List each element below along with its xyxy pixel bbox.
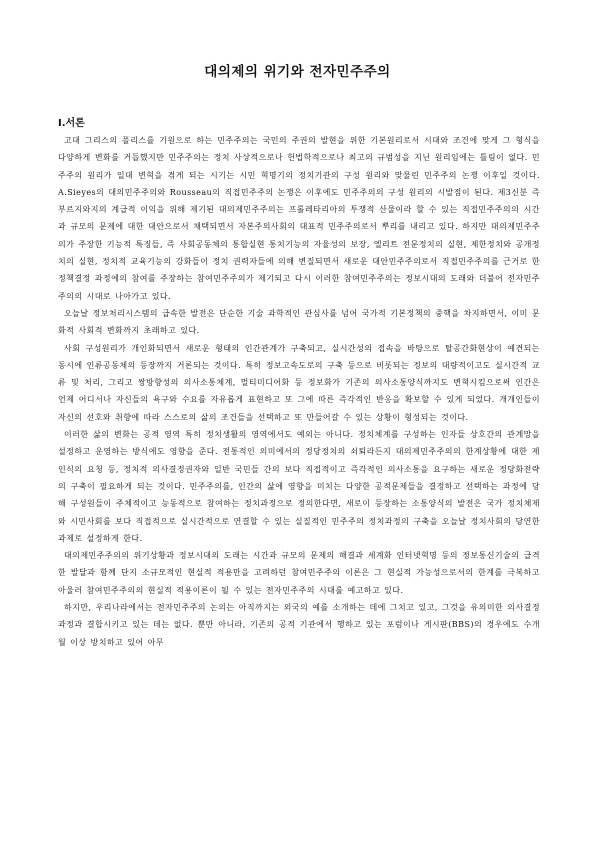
body-paragraph: 하지만, 우리나라에서는 전자민주주의 논의는 아직까지는 외국의 예를 소개하는 데에 그치고 있고, 그것을 유의미한 의사결정과정과 결합시키고 있는 데는 없다. 뿐만 아니라, 기존의 공적 기관에서 행하고 있는 포럼이나 게시판(BBS)의 경우에도 수개월 이상 방치하고 있어 아무 <box>58 603 540 647</box>
document-body <box>58 132 540 651</box>
body-paragraph: 이러한 삶의 변화는 공적 영역 특히 정치생활의 영역에서도 예외는 아니다. 정치체계를 구성하는 인자들 상호간의 관계망을 설정하고 운영하는 방식에도 영향을 준다. 전통적인 의미에서의 정당정치의 쇠퇴라든지 대의제민주주의의 한계상황에 대한 제인식의 요청 등, 정치적 의사결정권자와 일반 국민들 간의 보다 직접적이고 즉각적인 의사소통을 요구하는 새로운 정당화전략의 구축이 필요하게 되는 것이다. 민주주의를, 인간의 삶에 영향을 미치는 다양한 공적문제들을 결정하고 선택하는 과정에 당해 구성원들이 주체적이고 능동적으로 참여하는 정치과정으로 정의한다면, 새로이 등장하는 소통양식의 발전은 국가 정치체제와 시민사회를 보다 직접적으로 실시간적으로 연결할 수 있는 실질적인 민주주의 정치과정의 구축을 오늘날 정치사회의 당연한 과제로 설정하게 한다. <box>58 430 540 543</box>
body-paragraph: 사회 구성원리가 개인화되면서 새로운 형태의 인간관계가 구축되고, 실시간성의 접속을 바탕으로 탈공간화현상이 예견되는 동시에 인류공동체의 등장까지 거론되는 것이다. 특히 정보고속도로의 구축 등으로 비롯되는 정보의 대량적이고도 실시간적 교류 및 처리, 그리고 쌍방향성의 의사소통체계, 멀티미디어화 등 정보화가 기존의 의사소통양식까지도 변혁시킴으로써 인간은 언제 어디서나 자신들의 욕구와 수요를 자유롭게 표현하고 또 그에 따른 즉각적인 반응을 확보할 수 있게 되었다. 개개인들이 자신의 선호와 취향에 따라 스스로의 삶의 조건들을 선택하고 또 만들어갈 수 있는 상황이 형성되는 것이다. <box>58 343 540 422</box>
body-paragraph: 고대 그리스의 폴리스를 기원으로 하는 민주주의는 국민의 주권의 발현을 위한 기본원리로서 시대와 조건에 맞게 그 형식을 다양하게 변화를 거듭했지만 민주주의는 정치 사상적으로나 헌법학적으로나 최고의 규범성을 지닌 원리임에는 틀림이 없다. 민주주의 원리가 일대 변혁을 겪게 되는 시기는 시민 혁명기의 정치기관의 구성 원리와 맞물린 민주주의 논쟁 이후일 것이다. A.Sieyes의 대의민주주의와 Rousseau의 직접민주주의 논쟁은 이후에도 민주주의의 구성 원리의 시발점이 된다. 제3신분 즉 부르지와지의 계급적 이익을 위해 제기된 대의제민주주의는 프롤레타리아의 투쟁적 산물이라 할 수 있는 직접민주주의의 시간과 규모의 문제에 대한 대안으로서 채택되면서 자본주의사회의 대표적 민주주의로서 뿌리를 내리고 있다. 하지만 대의제민주주의가 주장한 기능적 특징들, 즉 사회공동체의 통합실현 통치기능의 자율성의 보장, 엘리트 전문정치의 실현, 제한정치와 공개정치의 실현, 정치적 교육기능의 강화들이 정치 권력자들에 의해 변질되면서 새로운 대안민주주의로서 직접민주주의를 근거로 한 정책결정 과정에의 참여를 주장하는 참여민주주의가 제기되고 다시 이러한 참여민주주의는 정보시대의 도래와 더불어 전자민주주의의 시대로 나아가고 있다. <box>58 136 540 301</box>
document-title: 대의제의 위기와 전자민주주의 <box>204 64 391 80</box>
body-paragraph: 대의제민주주의의 위기상황과 정보시대의 도래는 시간과 규모의 문제의 해결과 세계화 인터넷혁명 등의 정보통신기술의 급격한 발달과 함께 단지 소규모적인 현실적 적용만을 고려하던 참여민주주의 이론은 그 현실적 가능성으로서의 한계를 극복하고 아울러 참여민주주의의 현실적 적용이론이 될 수 있는 전자민주주의 시대를 예고하고 있다. <box>58 551 540 595</box>
body-paragraph: 오늘날 정보처리시스템의 급속한 발전은 단순한 기술 과학적인 관심사를 넘어 국가적 기본정책의 중핵을 차지하면서, 이미 문화적 사회적 변화까지 초래하고 있다. <box>58 308 540 336</box>
section-heading: I.서론 <box>58 118 85 129</box>
